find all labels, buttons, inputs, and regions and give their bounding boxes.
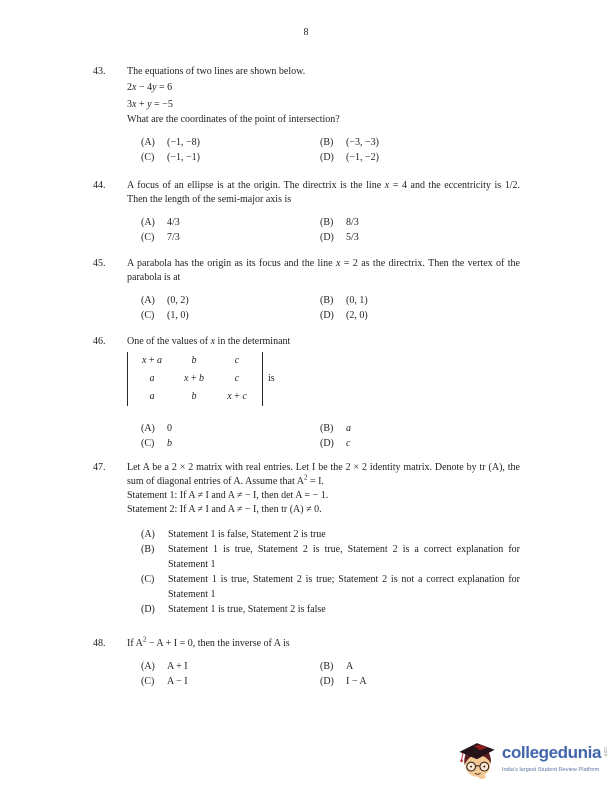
question-body [127, 65, 520, 165]
question-number: 48. [93, 638, 106, 649]
question-number: 43. [93, 66, 106, 77]
collegedunia-logo [455, 740, 607, 780]
question-text [127, 637, 520, 651]
question-body [127, 461, 520, 617]
determinant-row [127, 352, 520, 406]
question-number: 45. [93, 258, 106, 269]
option-value-a: (−1, −8) [167, 137, 200, 148]
option-label-b: (B) [320, 217, 334, 228]
options-grid [141, 294, 520, 323]
options-grid [141, 660, 520, 689]
option-label-c: (C) [141, 574, 155, 585]
option-value-b: (−3, −3) [346, 137, 379, 148]
option-label-a: (A) [141, 217, 155, 228]
option-label-d: (D) [320, 231, 334, 243]
det-cell: a [149, 391, 155, 402]
question-45 [93, 257, 520, 323]
option-label-d: (D) [141, 604, 155, 615]
question-number: 46. [93, 336, 106, 347]
brand-row [502, 744, 607, 762]
option-value-c: b [167, 437, 172, 449]
option-label-a: (A) [141, 295, 155, 306]
question-text: What are the coordinates of the point of intersection? [127, 114, 340, 125]
options-grid [141, 136, 520, 165]
determinant-grid [131, 354, 259, 404]
text-segment: Let A be a 2 × 2 matrix with real entries. Let I be the 2 × 2 identity matrix. Denote by tr (A), the sum of diagonal entries of A. Assume that A [127, 462, 520, 487]
brand-name: collegedunia [501, 742, 601, 762]
question-48 [93, 637, 520, 689]
option-value-c: 7/3 [167, 231, 180, 243]
det-cell: x + a [141, 355, 163, 366]
page-number: 8 [303, 27, 309, 38]
det-cell: c [234, 355, 240, 366]
options-grid [141, 422, 520, 451]
option-label-c: (C) [141, 437, 155, 449]
text-segment: If A [127, 638, 143, 649]
option-value-c: (−1, −1) [167, 151, 200, 163]
determinant-suffix: is [268, 373, 275, 384]
option-label-b: (B) [320, 295, 334, 306]
text-segment: − A + I = 0, then the inverse of A is [146, 638, 290, 649]
option-value-b: 8/3 [346, 217, 359, 228]
text-segment: A parabola has the origin as its focus and the line [127, 258, 336, 269]
question-body [127, 179, 520, 245]
question-47 [93, 461, 520, 617]
question-44 [93, 179, 520, 245]
text-segment: = 4 and the eccentricity is 1/2. Then the length of the semi-major axis is [127, 180, 520, 205]
option-value-a: 0 [167, 423, 172, 434]
text-segment: A focus of an ellipse is at the origin. The directrix is the line [127, 180, 385, 191]
question-body [127, 637, 520, 689]
question-text: The equations of two lines are shown below. [127, 66, 306, 77]
option-label-d: (D) [320, 309, 334, 321]
determinant [127, 352, 263, 406]
logo-text [502, 744, 607, 777]
statement-1: Statement 1: If A ≠ I and A ≠ − I, then det A = − 1. [127, 490, 329, 501]
option-value-c: Statement 1 is true, Statement 2 is true; Statement 2 is not a correct explanation for Statement 1 [168, 574, 520, 600]
text-segment: = 2 as the directrix. Then the vertex of the parabola is at [127, 258, 520, 283]
det-cell: b [191, 355, 197, 366]
option-label-c: (C) [141, 675, 155, 687]
question-text [127, 335, 520, 349]
logo-tagline: India's largest Student Review Platform [501, 766, 600, 773]
option-value-a: Statement 1 is false, Statement 2 is true [168, 529, 326, 540]
option-label-c: (C) [141, 309, 155, 321]
option-label-b: (B) [320, 137, 334, 148]
option-label-b: (B) [320, 423, 334, 434]
option-label-b: (B) [141, 544, 155, 555]
math-variable: x [335, 258, 341, 269]
option-value-d: I − A [346, 675, 367, 687]
question-body [127, 257, 520, 323]
det-cell: x + c [227, 391, 247, 402]
option-value-a: A + I [167, 661, 188, 672]
option-value-b: Statement 1 is true, Statement 2 is true, Statement 2 is a correct explanation for Statement 1 [168, 544, 520, 570]
option-value-b: a [346, 423, 351, 434]
option-label-c: (C) [141, 231, 155, 243]
question-43 [93, 65, 520, 165]
option-label-a: (A) [141, 529, 155, 540]
statement-2: Statement 2: If A ≠ I and A ≠ − I, then tr (A) ≠ 0. [127, 504, 322, 515]
option-value-d: Statement 1 is true, Statement 2 is false [168, 604, 326, 615]
option-label-b: (B) [320, 661, 334, 672]
question-text [127, 461, 520, 489]
text-segment: in the determinant [215, 336, 291, 347]
math-variable: x [384, 180, 390, 191]
options-list [141, 527, 520, 617]
text-segment: = I. [307, 476, 324, 487]
det-cell: a [149, 373, 155, 384]
collegedunia-mascot-icon [455, 740, 499, 780]
option-label-a: (A) [141, 137, 155, 148]
option-value-a: (0, 2) [167, 295, 189, 306]
option-value-d: c [346, 437, 351, 449]
equation-2: 3x + y = −5 [127, 99, 173, 110]
question-number: 47. [93, 462, 106, 473]
option-value-c: A − I [167, 675, 188, 687]
option-value-b: (0, 1) [346, 295, 368, 306]
option-label-d: (D) [320, 675, 334, 687]
det-cell: b [191, 391, 197, 402]
option-value-b: A [346, 661, 354, 672]
option-value-d: 5/3 [346, 231, 359, 243]
superscript: 2 [142, 635, 147, 644]
option-label-a: (A) [141, 661, 155, 672]
option-label-d: (D) [320, 437, 334, 449]
math-variable: x [210, 336, 216, 347]
option-value-c: (1, 0) [167, 309, 189, 321]
det-cell: x + b [183, 373, 205, 384]
text-segment: One of the values of [127, 336, 211, 347]
question-46 [93, 335, 520, 451]
page-content [93, 65, 520, 689]
det-cell: c [234, 373, 240, 384]
question-body [127, 335, 520, 451]
option-label-a: (A) [141, 423, 155, 434]
brand-suffix: com [602, 746, 608, 756]
question-text [127, 179, 520, 207]
option-label-d: (D) [320, 151, 334, 163]
option-value-d: (2, 0) [346, 309, 368, 321]
question-number: 44. [93, 180, 106, 191]
option-label-c: (C) [141, 151, 155, 163]
options-grid [141, 216, 520, 245]
question-text [127, 257, 520, 285]
superscript: 2 [303, 473, 308, 482]
option-value-d: (−1, −2) [346, 151, 379, 163]
option-value-a: 4/3 [167, 217, 180, 228]
equation-1: 2x − 4y = 6 [127, 82, 173, 93]
